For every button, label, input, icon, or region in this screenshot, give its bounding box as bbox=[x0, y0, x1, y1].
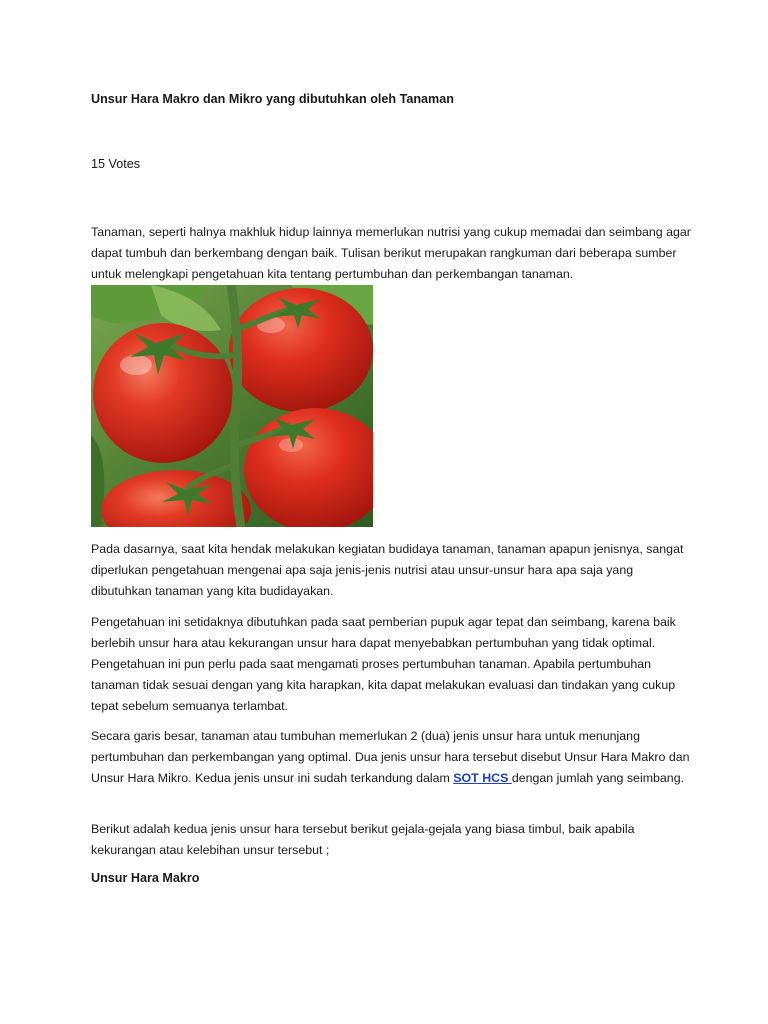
paragraph-3-text-before: Secara garis besar, tanaman atau tumbuhan memerlukan 2 (dua) jenis unsur hara untuk menunjang pertumbuhan dan perkembangan yang optimal. Dua jenis unsur hara tersebut disebut Unsur Hara Makro dan Unsur Hara Mikro. Kedua jenis unsur ini sudah terkandung dalam bbox=[91, 729, 690, 785]
paragraph-3 bbox=[91, 726, 691, 789]
section-heading-makro: Unsur Hara Makro bbox=[91, 871, 200, 885]
votes-count: 15 Votes bbox=[91, 157, 141, 171]
paragraph-2: Pengetahuan ini setidaknya dibutuhkan pada saat pemberian pupuk agar tepat dan seimbang, karena baik berlebih unsur hara atau kekurangan unsur hara dapat menyebabkan pertumbuhan yang tidak optimal. Pengetahuan ini pun perlu pada saat mengamati proses pertumbuhan tanaman. Apabila pertumbuhan tanaman tidak sesuai dengan yang kita harapkan, kita dapat melakukan evaluasi dan tindakan yang cukup tepat sebelum semuanya terlambat. bbox=[91, 615, 676, 713]
document-title: Unsur Hara Makro dan Mikro yang dibutuhkan oleh Tanaman bbox=[91, 92, 454, 106]
paragraph-3-text-after: dengan jumlah yang seimbang. bbox=[511, 771, 685, 785]
paragraph-4: Berikut adalah kedua jenis unsur hara tersebut berikut gejala-gejala yang biasa timbul, baik apabila kekurangan atau kelebihan unsur tersebut ; bbox=[91, 822, 635, 857]
paragraph-1: Pada dasarnya, saat kita hendak melakukan kegiatan budidaya tanaman, tanaman apapun jenisnya, sangat diperlukan pengetahuan mengenai apa saja jenis-jenis nutrisi atau unsur-unsur hara apa saja yang dibutuhkan tanaman yang kita budidayakan. bbox=[91, 542, 684, 598]
tomato-photo bbox=[91, 285, 373, 527]
intro-paragraph: Tanaman, seperti halnya makhluk hidup lainnya memerlukan nutrisi yang cukup memadai dan seimbang agar dapat tumbuh dan berkembang dengan baik. Tulisan berikut merupakan rangkuman dari beberapa sumber untuk melengkapi pengetahuan kita tentang pertumbuhan dan perkembangan tanaman. bbox=[91, 225, 691, 281]
sot-hcs-link[interactable]: SOT HCS bbox=[453, 771, 512, 785]
